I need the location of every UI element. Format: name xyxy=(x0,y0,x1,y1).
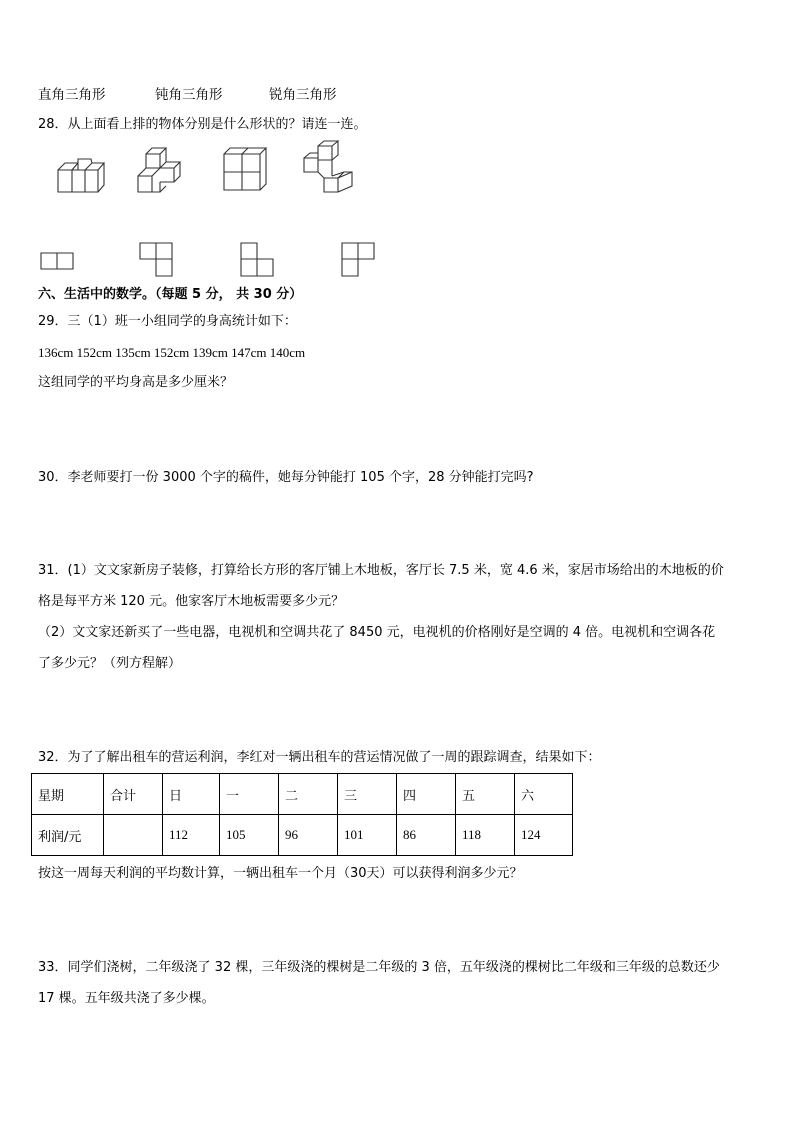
question-33-line-2: 17 棵。五年级共浇了多少棵。 xyxy=(38,991,215,1006)
question-30: 30．李老师要打一份 3000 个字的稿件，她每分钟能打 105 个字，28 分钟能打完吗? xyxy=(38,470,534,485)
question-33-line-1: 33．同学们浇树，二年级浇了 32 棵，三年级浇的棵树是二年级的 3 倍，五年级浇的棵树比二年级和三年级的总数还少 xyxy=(38,960,720,975)
table-row-profit xyxy=(32,815,573,856)
table-cell: 利润/元 xyxy=(32,815,104,856)
top-view-3 xyxy=(240,242,276,278)
question-29-heights: 136cm 152cm 135cm 152cm 139cm 147cm 140cm xyxy=(38,345,306,360)
table-cell xyxy=(104,815,163,856)
question-32-ask: 按这一周每天利润的平均数计算，一辆出租车一个月（30天）可以获得利润多少元？ xyxy=(38,866,523,881)
table-cell: 四 xyxy=(397,774,456,815)
table-cell: 五 xyxy=(456,774,515,815)
question-31-line-3: （2）文文家还新买了一些电器，电视机和空调共花了 8450 元，电视机的价格刚好是空调的 4 倍。电视机和空调各花 xyxy=(38,625,716,640)
cube-figure-3 xyxy=(222,146,268,192)
table-cell: 六 xyxy=(515,774,573,815)
question-32: 32．为了了解出租车的营运利润，李红对一辆出租车的营运情况做了一周的跟踪调查，结果如下： xyxy=(38,750,601,765)
table-cell: 96 xyxy=(279,815,338,856)
question-31-line-2: 格是每平方米 120 元。他家客厅木地板需要多少元？ xyxy=(38,594,345,609)
top-view-2 xyxy=(139,242,175,278)
table-cell: 105 xyxy=(220,815,279,856)
table-cell: 86 xyxy=(397,815,456,856)
table-cell: 118 xyxy=(456,815,515,856)
cube-figure-1 xyxy=(56,158,104,194)
table-cell: 日 xyxy=(163,774,220,815)
table-cell: 三 xyxy=(338,774,397,815)
question-29-ask: 这组同学的平均身高是多少厘米？ xyxy=(38,375,234,390)
table-row-header xyxy=(32,774,573,815)
table-cell: 星期 xyxy=(32,774,104,815)
triangle-label-obtuse: 钝角三角形 xyxy=(155,87,223,103)
table-cell: 二 xyxy=(279,774,338,815)
top-view-4 xyxy=(341,242,377,278)
table-cell: 124 xyxy=(515,815,573,856)
question-31-line-1: 31．(1）文文家新房子装修，打算给长方形的客厅铺上木地板，客厅长 7.5 米，宽 4.6 米，家居市场给出的木地板的价 xyxy=(38,563,724,578)
table-cell: 一 xyxy=(220,774,279,815)
table-cell: 112 xyxy=(163,815,220,856)
question-28: 28．从上面看上排的物体分别是什么形状的？请连一连。 xyxy=(38,117,367,132)
cube-figure-4 xyxy=(300,140,354,194)
table-cell: 合计 xyxy=(104,774,163,815)
profit-table xyxy=(31,773,573,856)
question-31-line-4: 了多少元？（列方程解） xyxy=(38,656,182,671)
cube-figure-2 xyxy=(136,146,188,196)
table-cell: 101 xyxy=(338,815,397,856)
top-view-1 xyxy=(40,252,76,270)
section-6-heading: 六、生活中的数学。（每题 5 分， 共 30 分） xyxy=(38,287,303,302)
triangle-label-right: 直角三角形 xyxy=(38,87,106,103)
question-29: 29．三（1）班一小组同学的身高统计如下： xyxy=(38,314,297,329)
triangle-label-acute: 锐角三角形 xyxy=(269,87,337,103)
